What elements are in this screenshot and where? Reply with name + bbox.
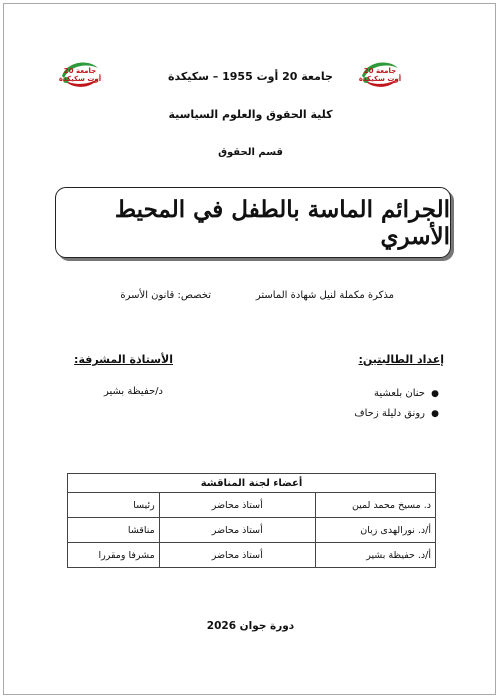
list-item (354, 384, 439, 404)
committee-heading: أعضاء لجنة المناقشة (68, 474, 436, 493)
member-role: رئيسا (68, 493, 160, 518)
table-row (68, 518, 436, 543)
member-role: مناقشا (68, 518, 160, 543)
list-item (354, 404, 439, 424)
supervisor-heading: الأستاذة المشرفة: (74, 353, 173, 366)
faculty-name: كلية الحقوق والعلوم السياسية (168, 108, 333, 121)
bullet-icon: ● (431, 409, 439, 419)
student-name: رونق دليلة زحاف (354, 408, 425, 419)
students-list (354, 384, 439, 424)
table-row (68, 493, 436, 518)
member-role: مشرفا ومقررا (68, 543, 160, 568)
member-name: أ/د. حفيظة بشير (315, 543, 435, 568)
student-name: حنان بلعشية (374, 388, 425, 399)
member-rank: أستاذ محاضر (159, 493, 315, 518)
table-row (68, 543, 436, 568)
member-rank: أستاذ محاضر (159, 543, 315, 568)
committee-table (67, 473, 436, 568)
session-label: دورة جوان 2026 (206, 620, 295, 632)
title-box (55, 187, 451, 258)
students-heading: إعداد الطالبتين: (358, 353, 444, 366)
table-header-row (68, 474, 436, 493)
thesis-note: مذكرة مكملة لنيل شهادة الماستر (255, 290, 394, 301)
member-name: أ/د. نورالهدى زبان (315, 518, 435, 543)
page-border (3, 3, 496, 695)
specialization: تخصص: قانون الأسرة (120, 290, 211, 301)
logo-text: جامعة 20 أوت سكيكدة (358, 67, 402, 83)
member-rank: أستاذ محاضر (159, 518, 315, 543)
logo-text: جامعة 20 أوت سكيكدة (58, 67, 102, 83)
university-name: جامعة 20 أوت 1955 – سكيكدة (168, 70, 333, 83)
bullet-icon: ● (431, 389, 439, 399)
supervisor-name: د/حفيظة بشير (103, 386, 163, 397)
thesis-title: الجرائم الماسة بالطفل في المحيط الأسري (114, 195, 450, 250)
department-name: قسم الحقوق (218, 147, 283, 158)
member-name: د. مسيخ محمد لمين (315, 493, 435, 518)
